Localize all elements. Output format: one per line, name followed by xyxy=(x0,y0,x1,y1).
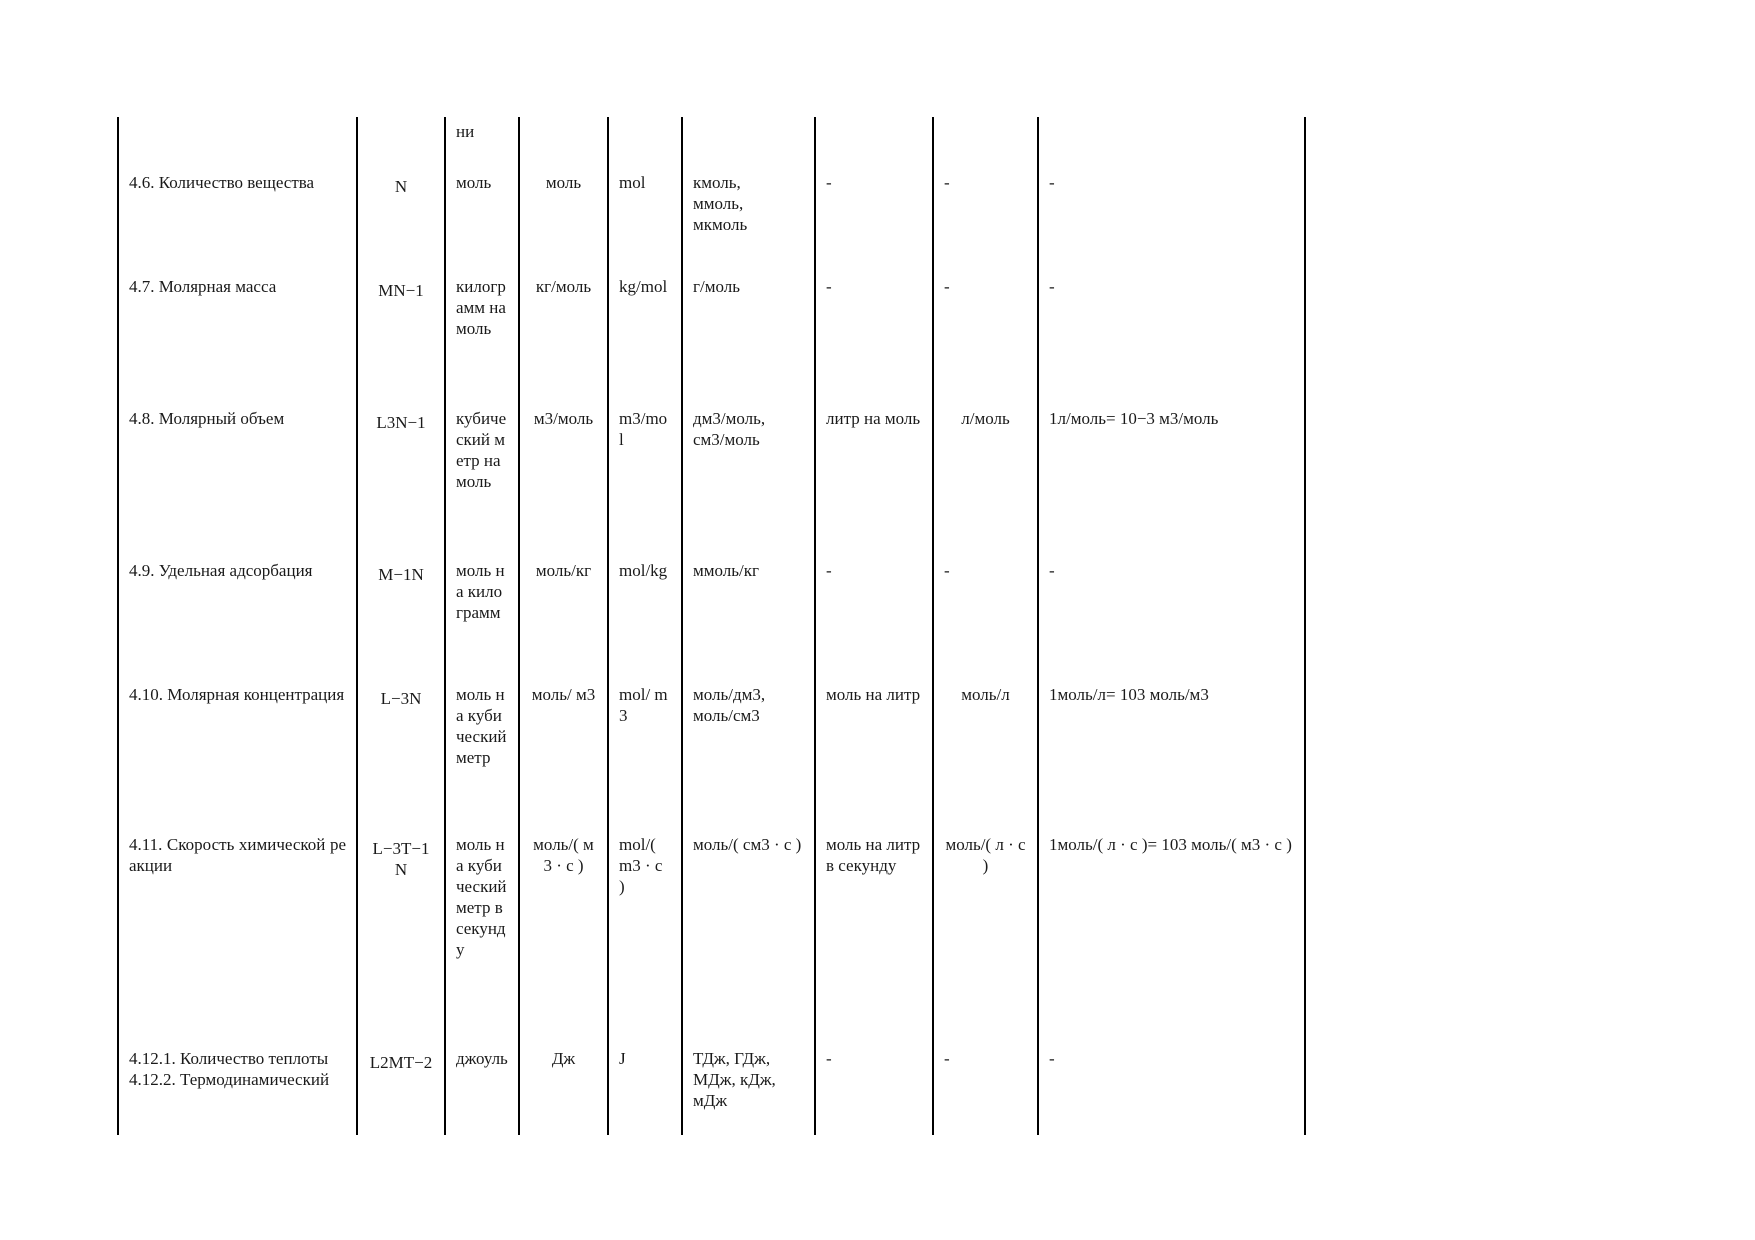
table-row xyxy=(118,1044,1305,1135)
unit-symbol-intl xyxy=(608,117,682,168)
other-unit-symbol: моль/л xyxy=(933,680,1038,830)
dimension xyxy=(357,117,445,168)
other-unit-name: - xyxy=(815,168,933,272)
unit-symbol-ru: моль/( м3 · с ) xyxy=(519,830,608,1044)
multiple-units: кмоль, ммоль, мкмоль xyxy=(682,168,815,272)
dimension xyxy=(357,404,445,556)
unit-symbol-ru: Дж xyxy=(519,1044,608,1135)
other-unit-symbol: л/моль xyxy=(933,404,1038,556)
unit-symbol-intl: mol/ m3 xyxy=(608,680,682,830)
unit-name-ru: джоуль xyxy=(445,1044,519,1135)
unit-symbol-intl: J xyxy=(608,1044,682,1135)
dimension xyxy=(357,168,445,272)
quantity-name: 4.8. Молярный объем xyxy=(118,404,357,556)
table-row xyxy=(118,272,1305,404)
other-unit-name xyxy=(815,117,933,168)
dimension xyxy=(357,556,445,680)
unit-relation: 1л/моль= 10−3 м3/моль xyxy=(1038,404,1305,556)
quantity-name: 4.6. Количество вещества xyxy=(118,168,357,272)
table-row xyxy=(118,830,1305,1044)
unit-symbol-intl: kg/mol xyxy=(608,272,682,404)
table-row xyxy=(118,117,1305,168)
quantity-name: 4.7. Молярная масса xyxy=(118,272,357,404)
dimension xyxy=(357,272,445,404)
unit-relation: 1моль/л= 103 моль/м3 xyxy=(1038,680,1305,830)
unit-relation: - xyxy=(1038,1044,1305,1135)
unit-relation xyxy=(1038,117,1305,168)
other-unit-name: - xyxy=(815,1044,933,1135)
unit-symbol-ru: кг/моль xyxy=(519,272,608,404)
other-unit-name: моль на литр в секунду xyxy=(815,830,933,1044)
dimension-text: L2MT−2 xyxy=(369,1053,433,1072)
unit-name-ru: ни xyxy=(445,117,519,168)
unit-symbol-intl: mol xyxy=(608,168,682,272)
other-unit-symbol: - xyxy=(933,1044,1038,1135)
multiple-units: ммоль/кг xyxy=(682,556,815,680)
units-table xyxy=(117,117,1306,1135)
unit-relation: - xyxy=(1038,556,1305,680)
unit-symbol-ru xyxy=(519,117,608,168)
multiple-units xyxy=(682,117,815,168)
unit-name-ru: моль на килограмм xyxy=(445,556,519,680)
dimension xyxy=(357,830,445,1044)
other-unit-name: - xyxy=(815,556,933,680)
quantity-name xyxy=(118,117,357,168)
unit-name-ru: килограмм на моль xyxy=(445,272,519,404)
multiple-units: моль/дм3, моль/см3 xyxy=(682,680,815,830)
table-row xyxy=(118,556,1305,680)
unit-name-ru: моль на кубический метр в секунду xyxy=(445,830,519,1044)
unit-name-ru: моль на кубический метр xyxy=(445,680,519,830)
unit-relation: 1моль/( л · с )= 103 моль/( м3 · с ) xyxy=(1038,830,1305,1044)
dimension xyxy=(357,1044,445,1135)
unit-symbol-ru: моль/кг xyxy=(519,556,608,680)
unit-symbol-intl: mol/kg xyxy=(608,556,682,680)
quantity-name: 4.9. Удельная адсорбация xyxy=(118,556,357,680)
dimension-text: L−3N xyxy=(380,689,422,708)
table-row xyxy=(118,168,1305,272)
multiple-units: г/моль xyxy=(682,272,815,404)
unit-symbol-ru: моль/ м3 xyxy=(519,680,608,830)
dimension-text: M−1N xyxy=(378,565,424,584)
table-row xyxy=(118,680,1305,830)
dimension xyxy=(357,680,445,830)
quantity-name: 4.10. Молярная концентрация xyxy=(118,680,357,830)
table-body xyxy=(118,117,1305,1135)
unit-symbol-intl: mol/( m3 · c ) xyxy=(608,830,682,1044)
dimension-text: N xyxy=(394,177,408,196)
dimension-text: MN−1 xyxy=(378,281,424,300)
other-unit-name: моль на литр xyxy=(815,680,933,830)
table-row xyxy=(118,404,1305,556)
other-unit-symbol: - xyxy=(933,168,1038,272)
multiple-units: ТДж, ГДж, МДж, кДж, мДж xyxy=(682,1044,815,1135)
dimension-text: L3N−1 xyxy=(376,413,426,432)
unit-relation: - xyxy=(1038,168,1305,272)
other-unit-symbol: - xyxy=(933,272,1038,404)
quantity-name: 4.12.1. Количество теплоты 4.12.2. Термодинамический xyxy=(118,1044,357,1135)
multiple-units: моль/( см3 · с ) xyxy=(682,830,815,1044)
unit-name-ru: кубический метр на моль xyxy=(445,404,519,556)
other-unit-symbol: - xyxy=(933,556,1038,680)
unit-symbol-ru: м3/моль xyxy=(519,404,608,556)
unit-relation: - xyxy=(1038,272,1305,404)
dimension-text: L−3T−1N xyxy=(372,839,430,879)
other-unit-name: - xyxy=(815,272,933,404)
multiple-units: дм3/моль, см3/моль xyxy=(682,404,815,556)
unit-symbol-intl: m3/mol xyxy=(608,404,682,556)
other-unit-symbol: моль/( л · с ) xyxy=(933,830,1038,1044)
quantity-name: 4.11. Скорость химической реакции xyxy=(118,830,357,1044)
unit-name-ru: моль xyxy=(445,168,519,272)
other-unit-name: литр на моль xyxy=(815,404,933,556)
unit-symbol-ru: моль xyxy=(519,168,608,272)
other-unit-symbol xyxy=(933,117,1038,168)
